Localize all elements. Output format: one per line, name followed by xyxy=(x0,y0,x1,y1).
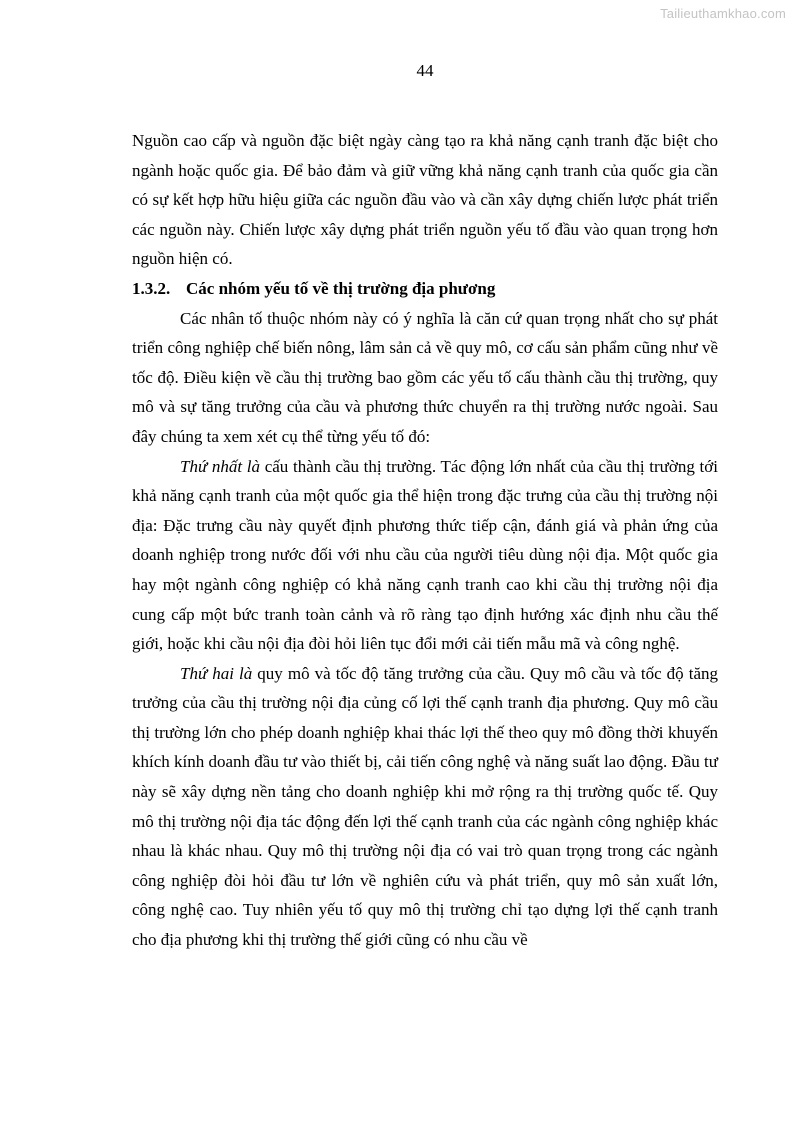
paragraph-3-lead: Thứ nhất là xyxy=(180,456,261,476)
page-number: 44 xyxy=(416,61,434,80)
paragraph-3-body: cấu thành cầu thị trường. Tác động lớn nhất của cầu thị trường tới khả năng cạnh tranh của một quốc gia thể hiện trong đặc trưng của cầu thị trường nội địa: Đặc trưng cầu này quyết định phương thức tiếp cận, đánh giá và phản ứng của doanh nghiệp trong nước đối với nhu cầu của người tiêu dùng nội địa. Một quốc gia hay một ngành công nghiệp có khả năng cạnh tranh cao khi cầu thị trường nội địa cung cấp một bức tranh toàn cảnh và rõ ràng tạo định hướng xác định nhu cầu thế giới, hoặc khi cầu nội địa đòi hỏi liên tục đổi mới cải tiến mẫu mã và công nghệ. xyxy=(132,456,718,654)
watermark: Tailieuthamkhao.com xyxy=(660,6,786,21)
section-heading-number: 1.3.2. xyxy=(132,278,171,298)
document-body xyxy=(132,126,718,955)
section-heading xyxy=(132,274,718,304)
paragraph-3 xyxy=(132,452,718,659)
section-heading-title: Các nhóm yếu tố về thị trường địa phương xyxy=(186,278,496,298)
paragraph-4-lead: Thứ hai là xyxy=(180,663,253,683)
paragraph-1: Nguồn cao cấp và nguồn đặc biệt ngày càng tạo ra khả năng cạnh tranh đặc biệt cho ngành hoặc quốc gia. Để bảo đảm và giữ vững khả năng cạnh tranh của quốc gia cần có sự kết hợp hữu hiệu giữa các nguồn đầu vào và cần xây dựng chiến lược phát triển các nguồn này. Chiến lược xây dựng phát triển nguồn yếu tố đầu vào quan trọng hơn nguồn hiện có. xyxy=(132,131,718,269)
paragraph-4 xyxy=(132,659,718,955)
paragraph-2: Các nhân tố thuộc nhóm này có ý nghĩa là căn cứ quan trọng nhất cho sự phát triển công nghiệp chế biến nông, lâm sản cả về quy mô, cơ cấu sản phẩm cũng như về tốc độ. Điều kiện về cầu thị trường bao gồm các yếu tố cấu thành cầu thị trường, quy mô và sự tăng trưởng của cầu và phương thức chuyển ra thị trường nước ngoài. Sau đây chúng ta xem xét cụ thể từng yếu tố đó: xyxy=(132,308,718,446)
paragraph-4-body: quy mô và tốc độ tăng trưởng của cầu. Quy mô cầu và tốc độ tăng trưởng của cầu thị trường nội địa củng cố lợi thế cạnh tranh địa phương. Quy mô cầu thị trường lớn cho phép doanh nghiệp khai thác lợi thế theo quy mô đồng thời khuyến khích kính doanh đầu tư vào thiết bị, cải tiến công nghệ và năng suất lao động. Đầu tư này sẽ xây dựng nền tảng cho doanh nghiệp khi mở rộng ra thị trường quốc tế. Quy mô thị trường nội địa tác động đến lợi thế cạnh tranh của các ngành công nghiệp khác nhau là khác nhau. Quy mô thị trường nội địa có vai trò quan trọng trong các ngành công nghiệp đòi hỏi đầu tư lớn về nghiên cứu và phát triển, quy mô sản xuất lớn, công nghệ cao. Tuy nhiên yếu tố quy mô thị trường chỉ tạo dựng lợi thế cạnh tranh cho địa phương khi thị trường thế giới cũng có nhu cầu về xyxy=(132,663,718,950)
